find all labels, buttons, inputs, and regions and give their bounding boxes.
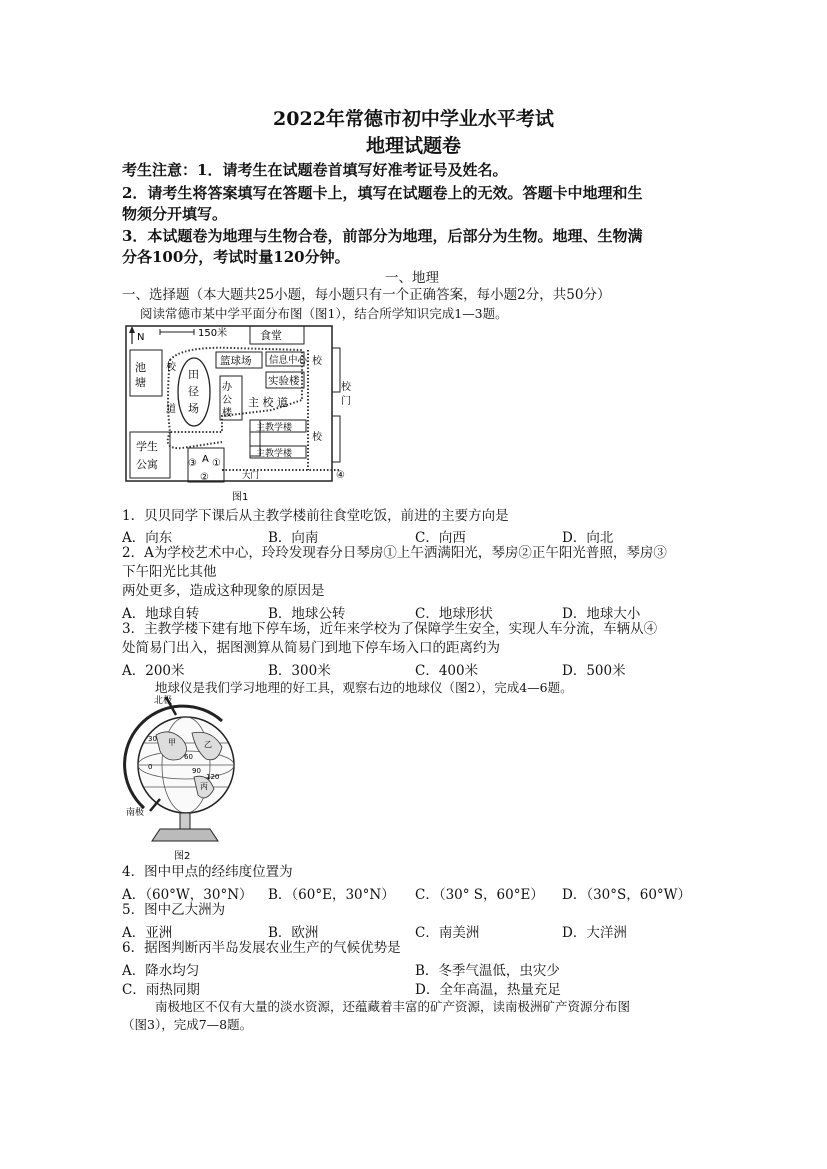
intro-fig2: 地球仪是我们学习地理的好工具，观察右边的地球仪（图2），完成4—6题。	[155, 680, 573, 695]
art-center-label: A	[202, 454, 209, 465]
jia-label: 甲	[168, 738, 176, 747]
q6-option-c[interactable]: C．雨热同期	[122, 982, 200, 998]
yi-label: 乙	[204, 740, 212, 749]
intro-fig3-line1: 南极地区不仅有大量的淡水资源，还蕴藏着丰富的矿产资源，读南极洲矿产资源分布图	[155, 999, 631, 1014]
gate-label-2: 门	[341, 396, 351, 407]
marker-3: ③	[188, 458, 197, 469]
lon-60-label: 60	[184, 753, 193, 761]
dorm-label-1: 学生	[136, 440, 158, 453]
q4-option-b[interactable]: B．（60°E，30°N）	[268, 887, 395, 903]
q2-stem-2: 下午阳光比其他	[122, 564, 217, 580]
pond-label-2: 塘	[135, 376, 146, 389]
q1-option-d[interactable]: D．向北	[562, 530, 614, 546]
scale-label: 150米	[198, 328, 228, 339]
teaching-label-2: 主教学楼	[256, 449, 293, 459]
xiao-label: 校	[166, 362, 176, 373]
q4-stem: 4．图中甲点的经纬度位置为	[122, 864, 293, 880]
figure1-caption: 图1	[232, 492, 249, 503]
notice-line-2: 2．请考生将答案填写在答题卡上，填写在试题卷上的无效。答题卡中地理和生	[122, 184, 643, 202]
q3-option-d[interactable]: D．500米	[562, 663, 626, 679]
marker-4: ④	[336, 470, 345, 481]
q4-option-a[interactable]: A．（60°W，30°N）	[122, 887, 253, 903]
small-gate-label: 大门	[242, 471, 260, 481]
field-label-1: 田	[188, 368, 199, 381]
lon-90-label: 90	[192, 767, 201, 775]
q2-option-a[interactable]: A．地球自转	[122, 606, 200, 622]
intro-fig1: 阅读常德市某中学平面分布图（图1），结合所学知识完成1—3题。	[140, 306, 508, 321]
q6-stem: 6．据图判断丙半岛发展农业生产的气候优势是	[122, 940, 401, 956]
info-label: 信息中心	[269, 355, 308, 366]
gate-label-1: 校	[341, 382, 351, 393]
q5-option-a[interactable]: A．亚洲	[122, 925, 173, 941]
south-pole-label: 南极	[126, 808, 145, 818]
school-map-figure	[122, 320, 354, 505]
q2-option-c[interactable]: C．地球形状	[415, 606, 493, 622]
part-heading: 一、选择题（本大题共25小题，每小题只有一个正确答案，每小题2分，共50分）	[122, 287, 611, 303]
intro-fig3-line2: （图3），完成7—8题。	[122, 1017, 253, 1032]
q3-option-a[interactable]: A．200米	[122, 663, 185, 679]
q3-option-b[interactable]: B．300米	[268, 663, 331, 679]
north-label: N	[137, 332, 145, 343]
office-label-1: 办	[222, 382, 232, 393]
lat-30-label: 30	[148, 735, 157, 743]
q4-option-c[interactable]: C．（30° S，60°E）	[415, 887, 544, 903]
main-road-label: 主 校 道	[248, 396, 288, 409]
q2-stem-1: 2．A为学校艺术中心，玲玲发现春分日琴房①上午洒满阳光，琴房②正午阳光普照，琴房③	[122, 545, 667, 561]
office-label-3: 楼	[222, 408, 232, 419]
q6-option-a[interactable]: A．降水均匀	[122, 963, 200, 979]
lab-label: 实验楼	[268, 375, 300, 387]
q4-option-d[interactable]: D．（30°S，60°W）	[562, 887, 692, 903]
q1-option-b[interactable]: B．向南	[268, 530, 319, 546]
marker-1: ①	[212, 458, 221, 469]
road-label-a: 校	[312, 356, 322, 367]
field-label-2: 径	[188, 385, 199, 398]
exam-title: 2022年常德市初中学业水平考试	[273, 108, 554, 130]
teaching-label-1: 主教学楼	[256, 423, 293, 433]
q2-stem-3: 两处更多，造成这种现象的原因是	[122, 583, 325, 599]
q5-stem: 5．图中乙大洲为	[122, 902, 226, 918]
globe-figure	[122, 693, 252, 863]
pond-label-1: 池	[135, 361, 146, 374]
q6-option-b[interactable]: B．冬季气温低，虫灾少	[415, 963, 560, 979]
figure2-caption: 图2	[174, 851, 191, 862]
lat-0-label: 0	[148, 763, 153, 771]
bing-label: 丙	[200, 782, 208, 791]
notice-line-4: 3．本试题卷为地理与生物合卷，前部分为地理，后部分为生物。地理、生物满	[122, 227, 643, 245]
north-pole-label: 北极	[154, 696, 173, 706]
q5-option-d[interactable]: D．大洋洲	[562, 925, 627, 941]
road-label-b: 校	[312, 432, 322, 443]
paper-title: 地理试题卷	[365, 135, 461, 157]
lon-120-label: 120	[206, 773, 220, 781]
dorm-label-2: 公寓	[136, 458, 158, 471]
notice-line-3: 物须分开填写。	[122, 205, 228, 223]
q3-stem-2: 处简易门出入，据图测算从简易门到地下停车场入口的距离约为	[122, 640, 500, 656]
q2-option-b[interactable]: B．地球公转	[268, 606, 346, 622]
q1-option-c[interactable]: C．向西	[415, 530, 466, 546]
marker-2: ②	[200, 472, 209, 483]
dao-label: 道	[166, 404, 176, 415]
section-heading: 一、地理	[385, 270, 439, 286]
q3-option-c[interactable]: C．400米	[415, 663, 479, 679]
q3-stem-1: 3．主教学楼下建有地下停车场，近年来学校为了保障学生安全，实现人车分流，车辆从④	[122, 621, 658, 637]
field-label-3: 场	[188, 402, 199, 415]
q1-option-a[interactable]: A．向东	[122, 530, 173, 546]
canteen-label: 食堂	[260, 329, 282, 342]
notice-line-1: 考生注意：1．请考生在试题卷首填写好准考证号及姓名。	[122, 161, 508, 179]
q6-option-d[interactable]: D．全年高温，热量充足	[415, 982, 561, 998]
basketball-label: 篮球场	[220, 355, 252, 367]
q1-stem: 1．贝贝同学下课后从主教学楼前往食堂吃饭，前进的主要方向是	[122, 508, 509, 524]
notice-line-5: 分各100分，考试时量120分钟。	[122, 248, 350, 266]
q5-option-c[interactable]: C．南美洲	[415, 925, 480, 941]
q5-option-b[interactable]: B．欧洲	[268, 925, 319, 941]
office-label-2: 公	[222, 395, 232, 406]
q2-option-d[interactable]: D．地球大小	[562, 606, 641, 622]
